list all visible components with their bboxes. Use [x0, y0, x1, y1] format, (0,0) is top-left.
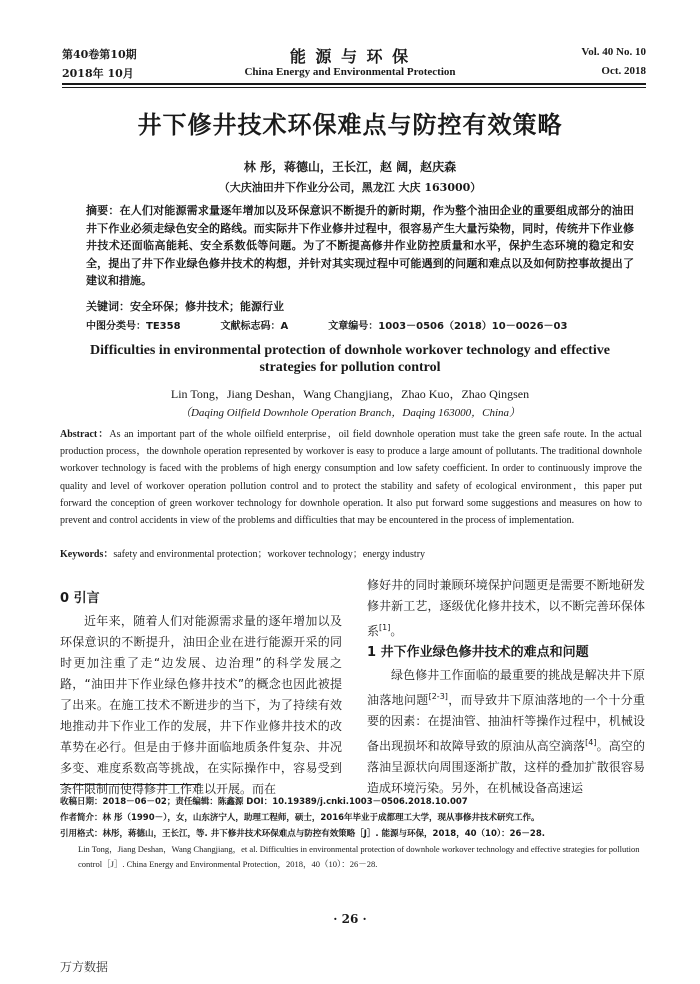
abstract-cn	[86, 202, 634, 290]
authors-cn: 林 彤，蒋德山，王长江，赵 阔，赵庆森	[243, 160, 457, 174]
keywords-en	[60, 545, 642, 560]
header-rule-thin	[62, 87, 646, 88]
keywords-cn-text: 安全环保；修井技术；能源行业	[130, 300, 284, 313]
article-number: 文章编号：1003－0506（2018）10－0026－03	[328, 321, 568, 332]
right-para-end: 。	[390, 624, 403, 638]
document-code: 文献标志码：A	[220, 321, 289, 332]
section-0-heading: 0 引言	[60, 591, 100, 606]
volume-issue-en: Vol. 40 No. 10	[581, 46, 646, 58]
paper-title-cn: 井下修井技术环保难点与防控有效策略	[137, 111, 563, 139]
section-1-text-b: ，而导致井下原油落地的一个十分重要的因素：在提油管、抽油杆等操作过程中，机械设备出现损坏和故障导致的原油从高空滴落	[367, 693, 645, 753]
header-rule-thick	[62, 83, 646, 85]
date-en: Oct. 2018	[601, 65, 646, 77]
clc-number: 中图分类号：TE358	[86, 321, 181, 332]
abstract-en-text: As an important part of the whole oilfield enterprise，oil field downhole operation must take the green safe route. In the actual production process，the downhole operation represented by workover is easy to produce a large amount of pollutants. The traditional downhole workover technology is faced with the problems of high energy consumption and low safety coefficient. In order to continuously improve the quality and level of workover operation pollution control and to protect the stability and safety of ecological environment，this paper put forward the conception of green workover technology for downhole operation. It also put forward some suggestions and measures on how to prevent and control accidents in view of the problems and difficulties that may be encountered in the process of implementation.	[60, 429, 642, 527]
affiliation-en: （Daqing Oilfield Downhole Operation Branch，Daqing 163000，China）	[179, 407, 521, 419]
watermark: 万方数据	[60, 960, 109, 974]
section-1-text-c: 。高空的落油呈源状向周围逐渐扩散，这样的叠加扩散很容易造成环境污染。另外，在机械设备高速运	[367, 739, 645, 795]
abstract-en-label: Abstract：	[60, 429, 110, 440]
right-para-text: 修好井的同时兼顾环境保护问题更是需要不断地研发修井新工艺，逐级优化修井技术，以不断完善环保体系	[367, 578, 645, 638]
keywords-cn-label: 关键词：	[86, 300, 130, 313]
abstract-en	[60, 426, 642, 529]
right-column-paragraph	[367, 575, 645, 642]
citation-ref-2-3: [2-3]	[428, 692, 448, 701]
journal-name-cn: 能 源 与 环 保	[289, 47, 411, 66]
keywords-en-text: safety and environmental protection；workover technology；energy industry	[113, 549, 426, 560]
footnote-citation-en: Lin Tong，Jiang Deshan，Wang Changjiang，et al. Difficulties in environmental protection of downhole workover technology and effective strategies for pollution control［J］. China Energy and Environmental Protection，2018，40（10）：26－28.	[78, 844, 640, 869]
citation-ref-4: [4]	[585, 738, 597, 747]
footnote-citation-cn: 引用格式：林彤，蒋德山，王长江，等. 井下修井技术环保难点与防控有效策略［J］. 能源与环保，2018，40（10）：26－28.	[60, 829, 545, 839]
abstract-cn-label: 摘要：	[86, 204, 120, 217]
section-1-heading: 1 井下作业绿色修井技术的难点和问题	[367, 645, 589, 660]
page-number: · 26 ·	[333, 912, 367, 926]
affiliation-cn: （大庆油田井下作业分公司，黑龙江 大庆 163000）	[218, 181, 482, 194]
authors-en: Lin Tong，Jiang Deshan，Wang Changjiang，Zhao Kuo，Zhao Qingsen	[170, 387, 530, 401]
footnote-rule	[60, 784, 200, 785]
section-1-paragraph	[367, 665, 645, 799]
abstract-cn-text: 在人们对能源需求量逐年增加以及环保意识不断提升的新时期，作为整个油田企业的重要组成部分的油田井下作业必须走绿色安全的路线。而实际井下作业修井过程中，很容易产生大量污染物，同时，传统井下作业修井技术还面临高能耗、安全系数低等问题。为了不断提高修井作业防控质量和水平，保护生态环境的稳定和安全，提出了井下作业绿色修井技术的构想，并针对其实现过程中可能遇到的问题和难点以及如何防控事故提出了建议和措施。	[86, 204, 634, 287]
date-cn: 2018年 10月	[62, 67, 134, 80]
section-0-paragraph: 近年来，随着人们对能源需求量的逐年增加以及环保意识的不断提升，油田企业在进行能源开采的同时更加注重了走“边发展、边治理”的科学发展之路，“油田井下作业绿色修井技术”的概念也因此被提了出来。在施工技术不断进步的当下，为了持续有效地推动井下作业工作的发展，井下作业修井技术的改革势在必行。但是由于修井面临地质条件复杂、井况多变、难度系数高等挑战，在实际操作中，容易受到条件限制而使得修井工作难以开展。而在	[60, 614, 342, 796]
keywords-cn	[86, 298, 634, 314]
citation-ref-1: [1]	[379, 623, 391, 632]
keywords-en-label: Keywords：	[60, 549, 114, 560]
section-1-text-a: 绿色修井工作面临的最重要的挑战是解决井下原油落地问题	[367, 668, 645, 707]
footnote-received: 收稿日期：2018－06－02；责任编辑：陈鑫源 DOI：10.19389/j.cnki.1003－0506.2018.10.007	[60, 797, 468, 807]
classification-line	[86, 317, 567, 332]
volume-issue-cn: 第40卷第10期	[62, 48, 137, 61]
journal-name-en: China Energy and Environmental Protection	[244, 66, 456, 78]
paper-title-en: Difficulties in environmental protection of downhole workover technology and effective strategies for pollution control	[90, 343, 610, 375]
footnote-author-bio: 作者简介：林 彤（1990－），女，山东济宁人，助理工程师，硕士，2016年毕业于成都理工大学，现从事修井技术研究工作。	[60, 813, 540, 823]
